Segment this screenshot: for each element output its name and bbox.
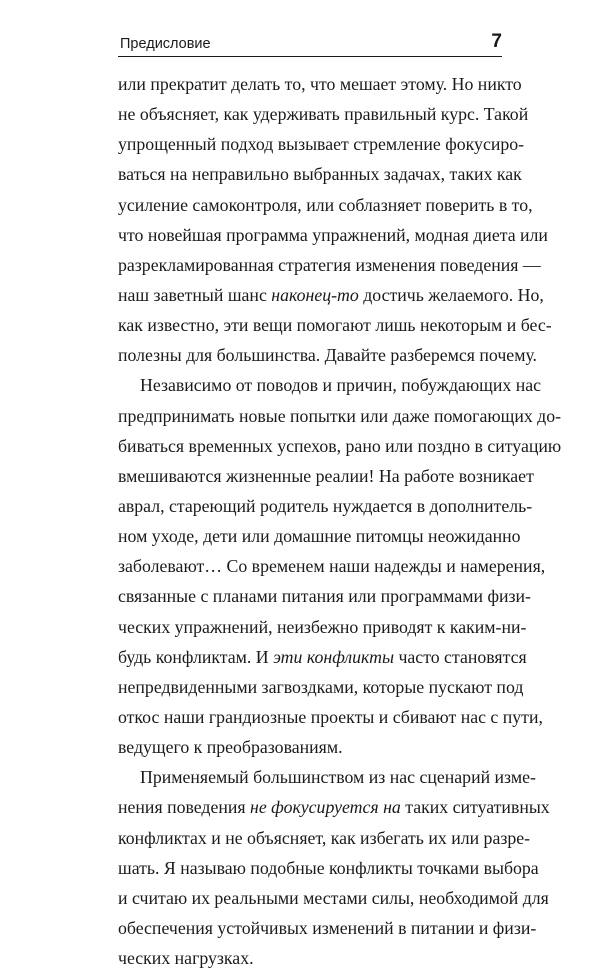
- text-line: [118, 99, 529, 129]
- text-line: [118, 672, 524, 702]
- text-run: заболевают… Со временем наши надежды и намерения,: [118, 556, 546, 577]
- text-run: шать. Я называю подобные конфликты точками выбора: [118, 857, 539, 878]
- text-line: [118, 340, 537, 370]
- text-line: [118, 310, 552, 340]
- text-line: [118, 220, 548, 250]
- text-line: [118, 190, 533, 220]
- text-line: [118, 792, 550, 822]
- text-line: [118, 370, 542, 400]
- text-line: [118, 129, 525, 159]
- body-text: [118, 69, 562, 973]
- text-line: [118, 69, 522, 99]
- text-run: аврал, стареющий родитель нуждается в дополнитель-: [118, 495, 533, 516]
- section-title: Предисловие: [120, 36, 211, 52]
- text-line: [118, 612, 527, 642]
- text-line: [118, 551, 546, 581]
- text-line: [118, 943, 502, 973]
- text-run: конфликтах и не объясняет, как избегать их или разре-: [118, 827, 531, 848]
- text-run: откос наши грандиозные проекты и сбивают нас с пути,: [118, 706, 543, 727]
- text-line: [118, 732, 502, 762]
- text-run: таких ситуативных: [400, 797, 550, 818]
- text-line: [118, 280, 544, 310]
- text-run: Независимо от поводов и причин, побуждающих нас: [140, 375, 542, 396]
- text-run: часто становятся: [394, 646, 527, 667]
- text-run: связанные с планами питания или программами физи-: [118, 586, 531, 607]
- text-run: ведущего к преобразованиям.: [118, 737, 343, 758]
- text-run: обеспечения устойчивых изменений в питании и физи-: [118, 917, 537, 938]
- italic-text: наконец-то: [271, 284, 359, 305]
- text-run: биваться временных успехов, рано или поздно в ситуацию: [118, 435, 562, 456]
- text-run: Применяемый большинством из нас сценарий изме-: [140, 767, 536, 788]
- text-run: непредвиденными загвоздками, которые пускают под: [118, 676, 524, 697]
- text-run: что новейшая программа упражнений, модная диета или: [118, 224, 548, 245]
- text-run: наш заветный шанс: [118, 284, 272, 305]
- italic-text: эти конфликты: [273, 646, 395, 667]
- text-run: ческих упражнений, неизбежно приводят к каким-ни-: [118, 616, 527, 637]
- text-line: [118, 883, 549, 913]
- text-line: [118, 581, 531, 611]
- text-line: [118, 461, 534, 491]
- text-line: [118, 521, 521, 551]
- text-run: и считаю их реальными местами силы, необходимой для: [118, 887, 549, 908]
- text-run: усиление самоконтроля, или соблазняет поверить в то,: [118, 194, 533, 215]
- text-line: [118, 823, 531, 853]
- paragraph: [118, 69, 552, 370]
- text-run: вмешиваются жизненные реалии! На работе возникает: [118, 465, 534, 486]
- text-line: [118, 431, 562, 461]
- text-line: [118, 853, 539, 883]
- text-line: [118, 401, 562, 431]
- italic-text: не фокусируется на: [250, 797, 401, 818]
- text-run: ческих нагрузках.: [118, 948, 254, 969]
- text-run: разрекламированная стратегия изменения поведения —: [118, 254, 541, 275]
- text-run: ном уходе, дети или домашние питомцы неожиданно: [118, 526, 521, 547]
- text-run: будь конфликтам. И: [118, 646, 274, 667]
- paragraph: [118, 762, 550, 973]
- running-header: [118, 30, 502, 57]
- text-run: достичь желаемого. Но,: [358, 284, 544, 305]
- text-run: полезны для большинства. Давайте разберемся почему.: [118, 345, 537, 366]
- text-line: [118, 250, 541, 280]
- text-line: [118, 159, 522, 189]
- text-run: или прекратит делать то, что мешает этому. Но никто: [118, 74, 522, 94]
- text-line: [118, 642, 527, 672]
- text-run: ваться на неправильно выбранных задачах, таких как: [118, 164, 522, 185]
- page-number: 7: [491, 31, 502, 52]
- paragraph: [118, 370, 562, 762]
- text-line: [118, 913, 537, 943]
- text-run: не объясняет, как удерживать правильный курс. Такой: [118, 104, 529, 125]
- text-line: [118, 491, 533, 521]
- text-line: [118, 762, 536, 792]
- text-run: как известно, эти вещи помогают лишь некоторым и бес-: [118, 315, 552, 336]
- text-line: [118, 702, 543, 732]
- text-run: упрощенный подход вызывает стремление фокусиро-: [118, 134, 525, 155]
- text-run: нения поведения: [118, 797, 251, 818]
- text-run: предпринимать новые попытки или даже помогающих до-: [118, 405, 562, 426]
